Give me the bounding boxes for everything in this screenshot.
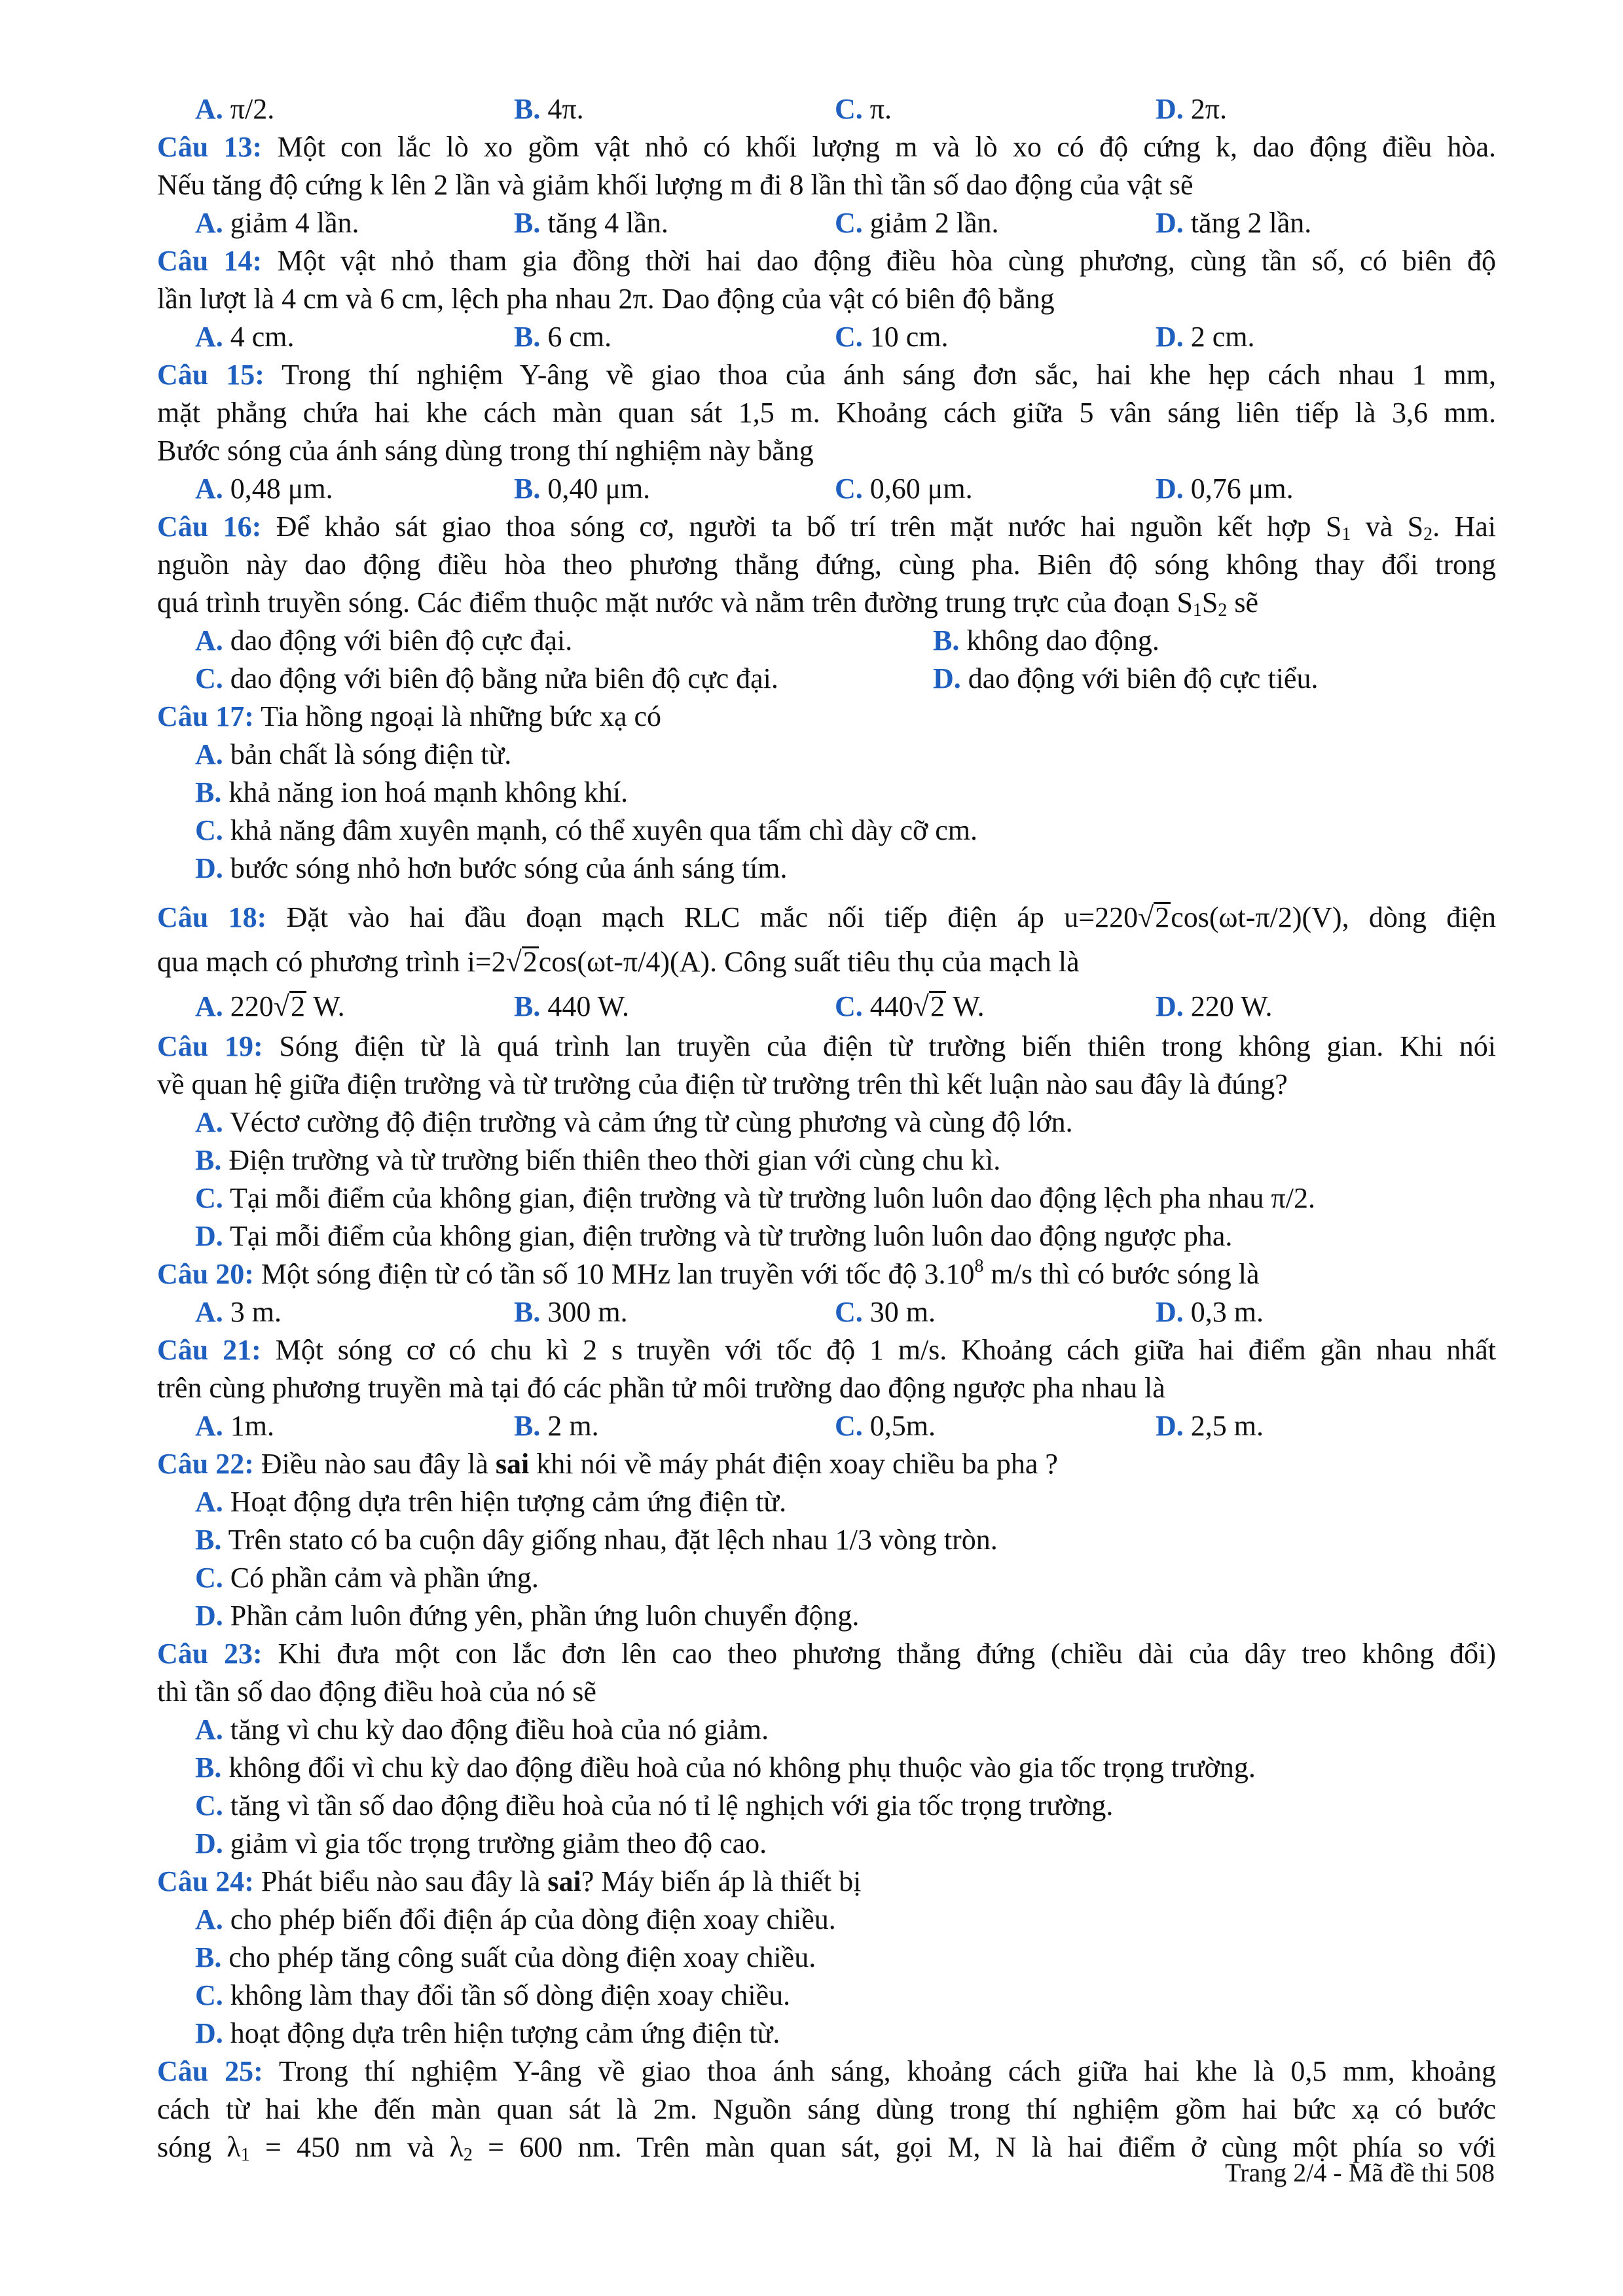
q16-options-row-2	[157, 660, 1496, 698]
q14-option-d: D. 2 cm.	[1156, 321, 1255, 353]
q22-option-a: A. Hoạt động dựa trên hiện tượng cảm ứng điện từ.	[195, 1486, 787, 1518]
q18-option-b: B. 440 W.	[514, 990, 630, 1022]
q25-line-3: sóng $\lambda_1 = 450$ nm và $\lambda_2 = 600$ nm. Trên màn quan sát, gọi M, N là hai điểm ở cùng một phía so với	[157, 2131, 1496, 2165]
q15-line-1: Câu 15: Trong thí nghiệm Y-âng về giao thoa của ánh sáng đơn sắc, hai khe hẹp cách nhau 1 mm,	[157, 359, 1496, 391]
q12-option-b: B. 4π.	[514, 93, 584, 125]
q13-option-b: B. tăng 4 lần.	[514, 207, 668, 239]
q24-option-c: C. không làm thay đổi tần số dòng điện xoay chiều.	[195, 1979, 791, 2011]
q15-options	[157, 470, 1496, 508]
q21-options	[157, 1407, 1496, 1445]
q12-option-a: A. π/2.	[195, 93, 275, 125]
q16-option-d: D. dao động với biên độ cực tiểu.	[933, 662, 1319, 694]
q20-option-d: D. 0,3 m.	[1156, 1296, 1264, 1328]
q19-option-b: B. Điện trường và từ trường biến thiên theo thời gian với cùng chu kì.	[195, 1144, 1001, 1176]
q17-option-b: B. khả năng ion hoá mạnh không khí.	[195, 776, 629, 808]
q21-option-d: D. 2,5 m.	[1156, 1410, 1264, 1442]
q21-option-c: C. 0,5m.	[835, 1410, 936, 1442]
q15-option-b: B. 0,40 μm.	[514, 473, 651, 505]
exam-page	[157, 90, 1496, 2166]
q20-options	[157, 1293, 1496, 1331]
q23-option-c: C. tăng vì tần số dao động điều hoà của nó tỉ lệ nghịch với gia tốc trọng trường.	[195, 1789, 1114, 1821]
q20-option-c: C. 30 m.	[835, 1296, 936, 1328]
q18-option-d: D. 220 W.	[1156, 990, 1273, 1022]
q22-option-c: C. Có phần cảm và phần ứng.	[195, 1562, 539, 1594]
q14-line-2: lần lượt là 4 cm và 6 cm, lệch pha nhau 2π. Dao động của vật có biên độ bằng	[157, 283, 1055, 315]
q23-option-a: A. tăng vì chu kỳ dao động điều hoà của nó giảm.	[195, 1713, 769, 1746]
q22-option-b: B. Trên stato có ba cuộn dây giống nhau, đặt lệch nhau 1/3 vòng tròn.	[195, 1524, 998, 1556]
q21-option-b: B. 2 m.	[514, 1410, 599, 1442]
q17-line-1: Câu 17: Tia hồng ngoại là những bức xạ có	[157, 700, 661, 732]
q12-option-d: D. 2π.	[1156, 93, 1227, 125]
q16-line-2: nguồn này dao động điều hòa theo phương thẳng đứng, cùng pha. Biên độ sóng không thay đổi trong	[157, 548, 1496, 581]
q13-option-c: C. giảm 2 lần.	[835, 207, 999, 239]
q24-option-d: D. hoạt động dựa trên hiện tượng cảm ứng điện từ.	[195, 2017, 780, 2049]
q13-option-d: D. tăng 2 lần.	[1156, 207, 1312, 239]
q25-line-1: Câu 25: Trong thí nghiệm Y-âng về giao thoa ánh sáng, khoảng cách giữa hai khe là 0,5 mm, khoảng	[157, 2055, 1496, 2087]
q24-line-1: Câu 24: Phát biểu nào sau đây là sai? Máy biến áp là thiết bị	[157, 1865, 862, 1897]
q18-voltage-formula: u=220√2cos(ωt-π/2)(V)	[1064, 901, 1342, 933]
q24-option-b: B. cho phép tăng công suất của dòng điện xoay chiều.	[195, 1941, 816, 1973]
q23-option-b: B. không đổi vì chu kỳ dao động điều hoà của nó không phụ thuộc vào gia tốc trọng trường.	[195, 1751, 1256, 1784]
q16-option-a: A. dao động với biên độ cực đại.	[195, 624, 573, 656]
q23-line-1: Câu 23: Khi đưa một con lắc đơn lên cao theo phương thẳng đứng (chiều dài của dây treo không đổi)	[157, 1638, 1496, 1670]
q17-option-c: C. khả năng đâm xuyên mạnh, có thể xuyên qua tấm chì dày cỡ cm.	[195, 814, 978, 846]
q23-option-d: D. giảm vì gia tốc trọng trường giảm theo độ cao.	[195, 1827, 767, 1859]
q22-option-d: D. Phần cảm luôn đứng yên, phần ứng luôn chuyển động.	[195, 1600, 860, 1632]
q14-options	[157, 318, 1496, 356]
q25-line-2: cách từ hai khe đến màn quan sát là 2m. Nguồn sáng dùng trong thí nghiệm gồm hai bức xạ có bước	[157, 2093, 1496, 2125]
page-footer: Trang 2/4 - Mã đề thi 508	[1225, 2158, 1495, 2187]
q15-option-a: A. 0,48 μm.	[195, 473, 333, 505]
q19-line-1: Câu 19: Sóng điện từ là quá trình lan truyền của điện từ trường biến thiên trong không gian. Khi nói	[157, 1030, 1496, 1062]
q19-option-a: A. Véctơ cường độ điện trường và cảm ứng từ cùng phương và cùng độ lớn.	[195, 1106, 1073, 1138]
q19-line-2: về quan hệ giữa điện trường và từ trường của điện từ trường trên thì kết luận nào sau đây là đúng?	[157, 1068, 1288, 1100]
q16-option-c: C. dao động với biên độ bằng nửa biên độ cực đại.	[195, 662, 778, 694]
q20-line-1: Câu 20: Một sóng điện từ có tần số 10 MHz lan truyền với tốc độ 3.10$^8$ m/s thì có bước sóng là	[157, 1256, 1260, 1290]
q24-option-a: A. cho phép biến đổi điện áp của dòng điện xoay chiều.	[195, 1903, 836, 1935]
q18-current-formula: i=2√2cos(ωt-π/4)(A).	[467, 946, 718, 978]
q13-option-a: A. giảm 4 lần.	[195, 207, 359, 239]
q23-line-2: thì tần số dao động điều hoà của nó sẽ	[157, 1676, 596, 1708]
q12-option-c: C. π.	[835, 93, 892, 125]
q18-line-1: Câu 18: Đặt vào hai đầu đoạn mạch RLC mắc nối tiếp điện áp u=220√2cos(ωt-π/2)(V), dòng điện	[157, 901, 1496, 933]
q21-line-2: trên cùng phương truyền mà tại đó các phần tử môi trường dao động ngược pha nhau là	[157, 1372, 1165, 1404]
q12-options	[157, 90, 1496, 128]
q19-option-d: D. Tại mỗi điểm của không gian, điện trường và từ trường luôn luôn dao động ngược pha.	[195, 1220, 1233, 1252]
q20-option-b: B. 300 m.	[514, 1296, 628, 1328]
q21-option-a: A. 1m.	[195, 1410, 275, 1442]
q17-option-a: A. bản chất là sóng điện từ.	[195, 738, 512, 770]
q17-option-d: D. bước sóng nhỏ hơn bước sóng của ánh sáng tím.	[195, 852, 788, 884]
q16-line-3: quá trình truyền sóng. Các điểm thuộc mặt nước và nằm trên đường trung trực của đoạn $S_1S_2$ sẽ	[157, 586, 1259, 620]
q14-option-c: C. 10 cm.	[835, 321, 949, 353]
q15-option-c: C. 0,60 μm.	[835, 473, 973, 505]
q14-line-1: Câu 14: Một vật nhỏ tham gia đồng thời hai dao động điều hòa cùng phương, cùng tần số, có biên độ	[157, 245, 1496, 277]
q15-line-2: mặt phẳng chứa hai khe cách màn quan sát 1,5 m. Khoảng cách giữa 5 vân sáng liên tiếp là 3,6 mm.	[157, 397, 1496, 429]
q13-line-1: Câu 13: Một con lắc lò xo gồm vật nhỏ có khối lượng m và lò xo có độ cứng k, dao động điều hòa.	[157, 131, 1496, 163]
q18-option-a: A. 220√2 W.	[195, 990, 345, 1022]
q20-option-a: A. 3 m.	[195, 1296, 282, 1328]
q16-line-1: Câu 16: Để khảo sát giao thoa sóng cơ, người ta bố trí trên mặt nước hai nguồn kết hợp $S_1$ và $S_2$. Hai	[157, 511, 1496, 545]
q22-line-1: Câu 22: Điều nào sau đây là sai khi nói về máy phát điện xoay chiều ba pha ?	[157, 1448, 1058, 1480]
q15-option-d: D. 0,76 μm.	[1156, 473, 1294, 505]
q14-option-a: A. 4 cm.	[195, 321, 295, 353]
q16-option-b: B. không dao động.	[933, 624, 1159, 656]
q13-line-2: Nếu tăng độ cứng k lên 2 lần và giảm khối lượng m đi 8 lần thì tần số dao động của vật sẽ	[157, 169, 1194, 201]
q19-option-c: C. Tại mỗi điểm của không gian, điện trường và từ trường luôn luôn dao động lệch pha nhau π/2.	[195, 1182, 1315, 1214]
q18-line-2: qua mạch có phương trình i=2√2cos(ωt-π/4)(A). Công suất tiêu thụ của mạch là	[157, 946, 1080, 978]
q16-options-row-1	[157, 622, 1496, 660]
q15-line-3: Bước sóng của ánh sáng dùng trong thí nghiệm này bằng	[157, 435, 814, 467]
q14-option-b: B. 6 cm.	[514, 321, 612, 353]
q21-line-1: Câu 21: Một sóng cơ có chu kì 2 s truyền với tốc độ 1 m/s. Khoảng cách giữa hai điểm gần nhau nhất	[157, 1334, 1496, 1366]
q18-options	[157, 986, 1496, 1028]
q18-option-c: C. 440√2 W.	[835, 990, 985, 1022]
q13-options	[157, 204, 1496, 242]
